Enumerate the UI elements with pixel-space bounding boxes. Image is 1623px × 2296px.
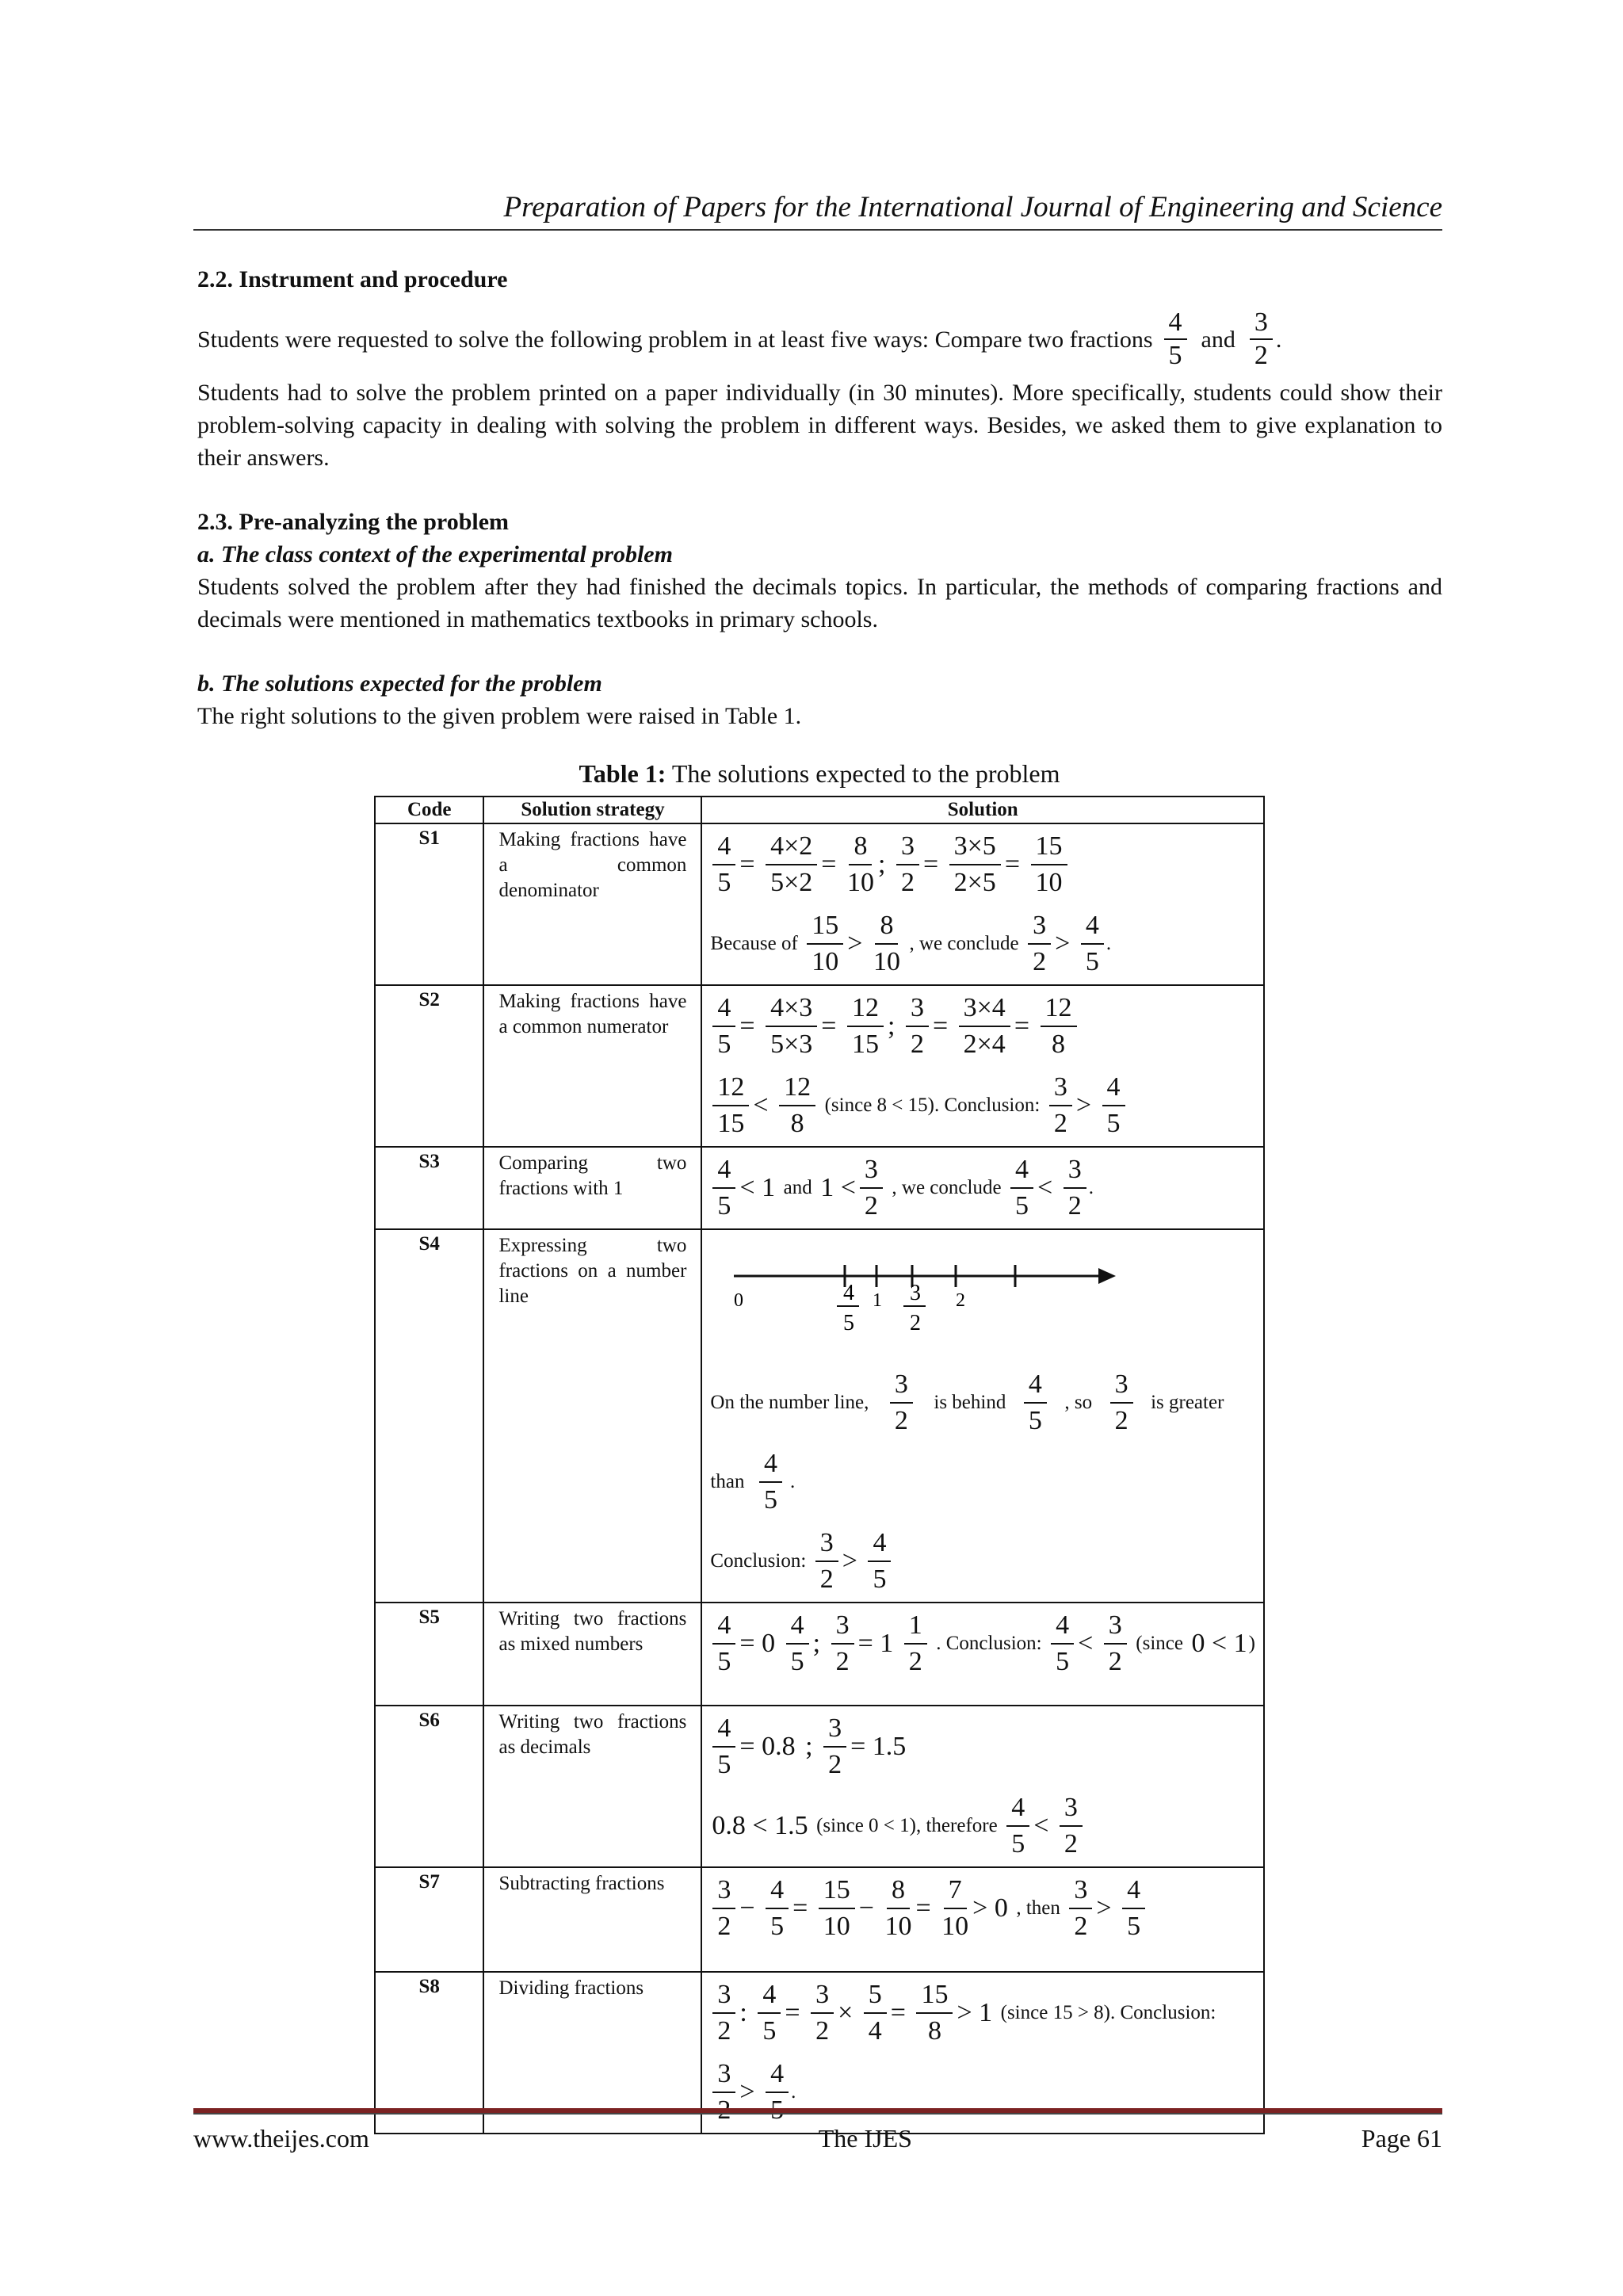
header-strategy: Solution strategy (483, 797, 701, 823)
table-row (375, 1147, 1264, 1229)
problem-statement (197, 307, 1442, 372)
row-solution (701, 1229, 1264, 1603)
row-code: S1 (375, 823, 483, 985)
tick-label-5: 5 (843, 1311, 855, 1335)
row-strategy: Subtracting fractions (483, 1867, 701, 1972)
table-row (375, 1229, 1264, 1603)
section-heading-2-3: 2.3. Pre-analyzing the problem (197, 509, 510, 535)
page-footer (193, 2124, 1442, 2153)
row-strategy: Making fractions have a common denominator (483, 823, 701, 985)
row-code: S4 (375, 1229, 483, 1603)
math-expression: $\frac{4}{5}$ = $\frac{4\times 3}{5\times 3}$ = $\frac{12}{15}$ ; $\frac{3}{2}$ = $\frac{3\times 4}{2\times 4}$ = $\frac{12}{8}$ (710, 991, 1255, 1062)
tick-label-4: 4 (843, 1281, 855, 1305)
math-expression: 3 > 4 . (710, 2057, 1255, 2128)
math-expression: $\frac{3}{2}$ − $\frac{4}{5}$ = $\frac{15}{10}$ − $\frac{8}{10}$ = $\frac{7}{10}$ > 0 , then $\frac{3}{2}$ > $\frac{4}{5}$ (710, 1873, 1255, 1944)
problem-period: . (1275, 326, 1282, 353)
row-solution (701, 1603, 1264, 1706)
tick-label-1: 1 (873, 1290, 883, 1311)
fraction-4-5: $\frac{4}{5}$ (1164, 307, 1187, 372)
body-text (197, 263, 1442, 732)
row-code: S3 (375, 1147, 483, 1229)
fraction-3-2: $\frac{3}{2}$ (1250, 307, 1273, 372)
table-row (375, 1706, 1264, 1867)
tick-label-2: 2 (956, 1290, 966, 1311)
row-solution (701, 985, 1264, 1147)
math-expression: than $\frac{4}{5}$ . (710, 1446, 1255, 1518)
math-expression: $\frac{4}{5}$ < 1 and 1 < $\frac{3}{2}$ , we conclude $\frac{4}{5}$ < $\frac{3}{2}$ . (710, 1152, 1255, 1224)
table-row (375, 1603, 1264, 1706)
row-strategy: Writing two fractions as decimals (483, 1706, 701, 1867)
math-expression: On the number line, $\frac{3}{2}$ is behind $\frac{4}{5}$ , so $\frac{3}{2}$ is greater (710, 1367, 1255, 1438)
subheading-b: b. The solutions expected for the problem (197, 670, 602, 697)
row-strategy: Expressing two fractions on a number line (483, 1229, 701, 1603)
number-line-arrow (1098, 1268, 1116, 1284)
problem-and: and (1201, 326, 1235, 353)
footer-rule (193, 2108, 1442, 2115)
math-expression: Because of $\frac{15}{10}$ > $\frac{8}{10}$ , we conclude $\frac{3}{2}$ > $\frac{4}{5}$ . (710, 908, 1255, 980)
math-expression: $\frac{4}{5}$ = 0 $\frac{4}{5}$ ; $\frac{3}{2}$ = 1 $\frac{1}{2}$ . Conclusion: $\frac{4}{5}$ < $\frac{3}{2}$ (since 0 < 1) (710, 1608, 1255, 1679)
paragraph-procedure: Students had to solve the problem printed on a paper individually (in 30 minutes). More specifically, students could show their problem-solving capacity in dealing with solving the problem in different ways. Besides, we asked them to give explanation to their answers. (197, 380, 1442, 471)
tick-label-3: 3 (910, 1281, 922, 1305)
math-expression: 0.8 < 1.5 (since 0 < 1), therefore $\frac{4}{5}$ < $\frac{3}{2}$ (710, 1790, 1255, 1862)
table-caption: Table 1: The solutions expected to the problem (579, 759, 1060, 788)
row-solution (701, 1147, 1264, 1229)
math-expression: Conclusion: $\frac{3}{2}$ > $\frac{4}{5}$ (710, 1526, 1255, 1597)
header-solution: Solution (701, 797, 1264, 823)
table-row (375, 1867, 1264, 1972)
table-header-row (375, 797, 1264, 823)
problem-text: Students were requested to solve the following problem in at least five ways: Compare two fractions (197, 326, 1153, 353)
section-heading-2-2: 2.2. Instrument and procedure (197, 266, 508, 292)
math-expression: $\frac{4}{5}$ = 0.8 ; $\frac{3}{2}$ = 1.5 (710, 1711, 1255, 1782)
math-expression: $\frac{12}{15}$ < $\frac{12}{8}$ (since 8 < 15). Conclusion: $\frac{3}{2}$ > $\frac{4}{5}$ (710, 1070, 1255, 1141)
row-code: S2 (375, 985, 483, 1147)
solutions-table (374, 796, 1265, 2134)
tick-label-0: 0 (734, 1290, 744, 1311)
footer-website: www.theijes.com (193, 2124, 369, 2153)
row-strategy: Making fractions have a common numerator (483, 985, 701, 1147)
row-solution (701, 1706, 1264, 1867)
header-code: Code (375, 797, 483, 823)
subheading-a: a. The class context of the experimental problem (197, 541, 673, 567)
row-strategy: Writing two fractions as mixed numbers (483, 1603, 701, 1706)
row-strategy: Dividing fractions (483, 1972, 701, 2134)
row-code: S7 (375, 1867, 483, 1972)
tick-label-2-denominator: 2 (910, 1311, 922, 1335)
footer-page-number: Page 61 (1361, 2124, 1442, 2153)
row-code: S8 (375, 1972, 483, 2134)
math-expression: $\frac{4}{5}$ = $\frac{4\times 2}{5\times 2}$ = $\frac{8}{10}$ ; $\frac{3}{2}$ = $\frac{3\times 5}{2\times 5}$ = $\frac{15}{10}$ (710, 829, 1255, 900)
math-expression: $\frac{3}{2}$ : $\frac{4}{5}$ = $\frac{3}{2}$ × $\frac{5}{4}$ = $\frac{15}{8}$ > 1 (since 15 > 8). Conclusion: (710, 1977, 1255, 2049)
row-solution (701, 1867, 1264, 1972)
row-solution (701, 823, 1264, 985)
running-header: Preparation of Papers for the International Journal of Engineering and Science (193, 190, 1442, 231)
paragraph-solutions: The right solutions to the given problem were raised in Table 1. (197, 703, 802, 729)
row-code: S6 (375, 1706, 483, 1867)
number-line (710, 1251, 1122, 1354)
table-row (375, 985, 1264, 1147)
row-strategy: Comparing two fractions with 1 (483, 1147, 701, 1229)
table-row (375, 823, 1264, 985)
row-code: S5 (375, 1603, 483, 1706)
paragraph-class-context: Students solved the problem after they had finished the decimals topics. In particular, the methods of comparing fractions and decimals were mentioned in mathematics textbooks in primary schools. (197, 574, 1442, 632)
footer-journal: The IJES (818, 2124, 912, 2153)
